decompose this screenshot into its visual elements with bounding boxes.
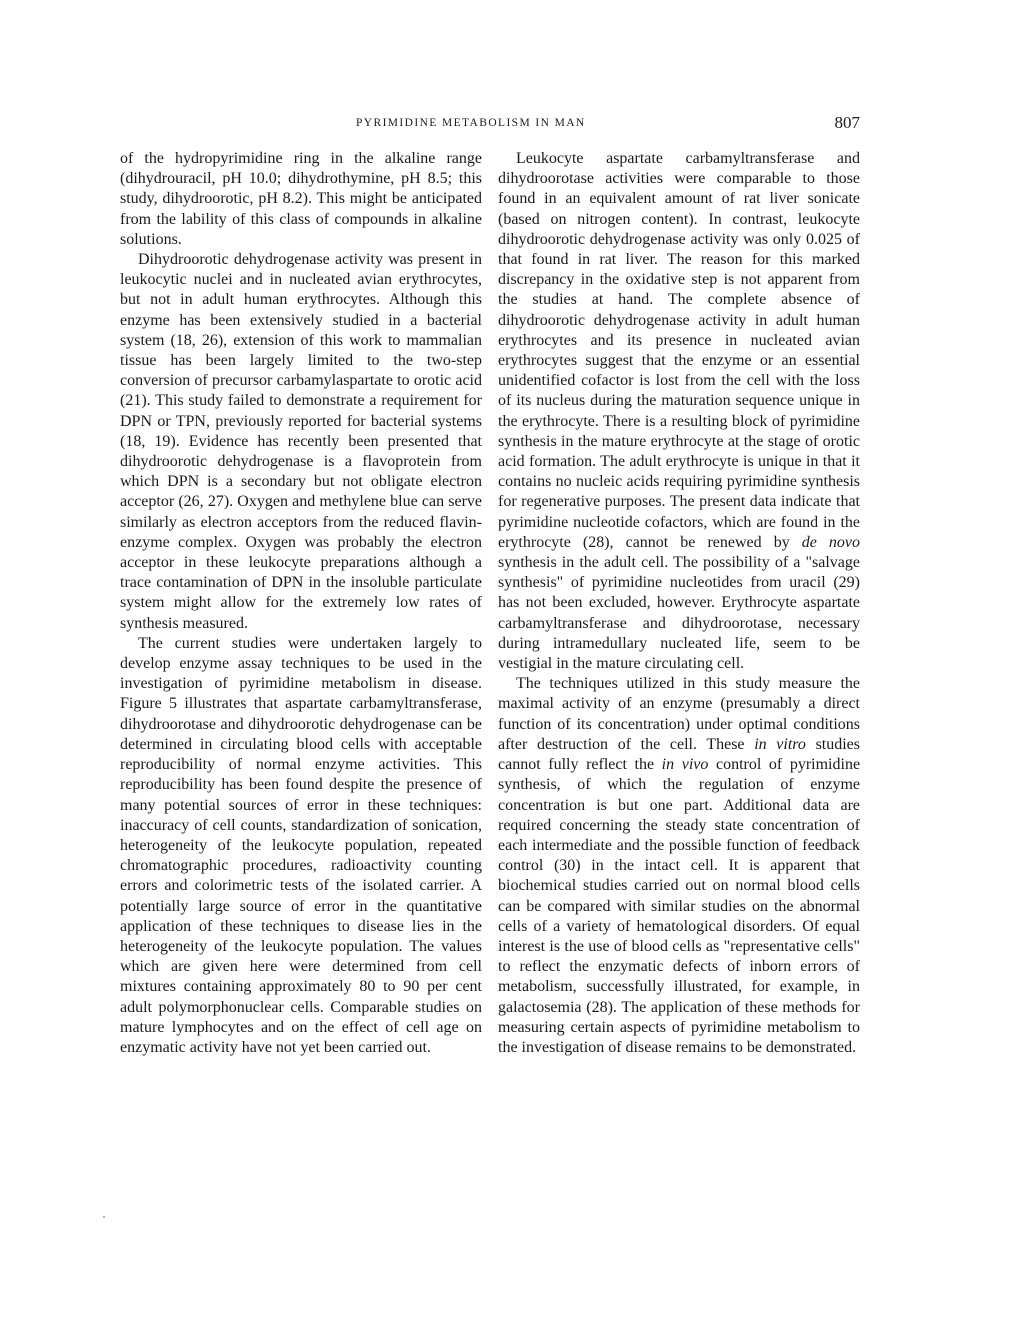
italic-term: in vitro: [754, 735, 806, 753]
left-column: [120, 149, 482, 1058]
text-run: synthesis in the adult cell. The possibility of a "salvage synthesis" of pyrimidine nucleotides from uracil (29) has not been excluded, however. Erythrocyte aspartate carbamyltransferase and dihydroorotase, necessary during intramedullary nucleated life, seem to be vestigial in the mature circulating cell.: [498, 554, 860, 673]
paragraph: of the hydropyrimidine ring in the alkaline range (dihydrouracil, pH 10.0; dihydrothymine, pH 8.5; this study, dihydroorotic, pH 8.2). This might be anticipated from the lability of this class of compounds in alkaline solutions.: [120, 150, 482, 248]
italic-term: in vivo: [661, 756, 709, 774]
text-run: Leukocyte aspartate carbamyltransferase and dihydroorotase activities were comparable to those found in an equivalent amount of rat liver sonicate (based on nitrogen content). In contrast, leukocyte dihydroorotic dehydrogenase activity was only 0.025 of that found in rat liver. The reason for this marked discrepancy in the oxidative step is not apparent from the studies at hand. The complete absence of dihydroorotic dehydrogenase activity in adult human erythrocytes and its presence in nucleated avian erythrocytes suggest that the enzyme or an essential unidentified cofactor is lost from the cell with the loss of its nucleus during the maturation sequence unique in the erythrocyte. There is a resulting block of pyrimidine synthesis in the mature erythrocyte at the stage of orotic acid formation. The adult erythrocyte is unique in that it contains no nucleic acids requiring pyrimidine synthesis for regenerative purposes. The present data indicate that pyrimidine nucleotide cofactors, which are found in the erythrocyte (28), cannot be renewed by: [498, 150, 860, 551]
text-run: control of pyrimidine synthesis, of which the regulation of enzyme concentration is but one part. Additional data are required concerning the steady state concentration of each intermediate and the possible function of feedback control (30) in the intact cell. It is apparent that biochemical studies carried out on normal blood cells can be compared with similar studies on the abnormal cells of a variety of hematological disorders. Of equal interest is the use of blood cells as "representative cells" to reflect the enzymatic defects of inborn errors of metabolism, successfully illustrated, for example, in galactosemia (28). The application of these methods for measuring certain aspects of pyrimidine metabolism to the investigation of disease remains to be demonstrated.: [498, 756, 861, 1056]
italic-term: de novo: [801, 533, 861, 551]
running-head: PYRIMIDINE METABOLISM IN MAN: [356, 117, 586, 129]
page-number: 807: [834, 113, 860, 132]
text-run: studies cannot fully reflect the: [498, 735, 861, 774]
paragraph: The current studies were undertaken largely to develop enzyme assay techniques to be used in the investigation of pyrimidine metabolism in disease. Figure 5 illustrates that aspartate carbamyltransferase, dihydroorotase and dihydroorotic dehydrogenase can be determined in circulating blood cells with acceptable reproducibility of normal enzyme activities. This reproducibility has been found despite the presence of many potential sources of error in these techniques: inaccuracy of cell counts, standardization of sonication, heterogeneity of the leukocyte population, repeated chromatographic procedures, radioactivity counting errors and colorimetric tests of the isolated carrier. A potentially large source of error in the quantitative application of these techniques to disease lies in the heterogeneity of the leukocyte population. The values which are given here were determined from cell mixtures containing approximately 80 to 90 per cent adult polymorphonuclear cells. Comparable studies on mature lymphocytes and on the effect of cell age on enzymatic activity have not yet been carried out.: [120, 634, 482, 1056]
right-column: [498, 149, 860, 1058]
text-run: The techniques utilized in this study measure the maximal activity of an enzyme (presumably a direct function of its concentration) under optimal conditions after destruction of the cell. These: [498, 675, 860, 753]
paragraph: [498, 674, 860, 1058]
paragraph: Dihydroorotic dehydrogenase activity was present in leukocytic nuclei and in nucleated avian erythrocytes, but not in adult human erythrocytes. Although this enzyme has been extensively studied in a bacterial system (18, 26), extension of this work to mammalian tissue has been largely limited to the two-step conversion of precursor carbamylaspartate to orotic acid (21). This study failed to demonstrate a requirement for DPN or TPN, previously reported for bacterial systems (18, 19). Evidence has recently been presented that dihydroorotic dehydrogenase is a flavoprotein from which DPN is a secondary but not obligate electron acceptor (26, 27). Oxygen and methylene blue can serve similarly as electron acceptors from the reduced flavin-enzyme complex. Oxygen was probably the electron acceptor in these leukocyte preparations although a trace contamination of DPN in the insoluble particulate system might allow for the extremely low rates of synthesis measured.: [120, 251, 482, 632]
paragraph: [498, 149, 860, 674]
scan-speck: [103, 1216, 105, 1218]
